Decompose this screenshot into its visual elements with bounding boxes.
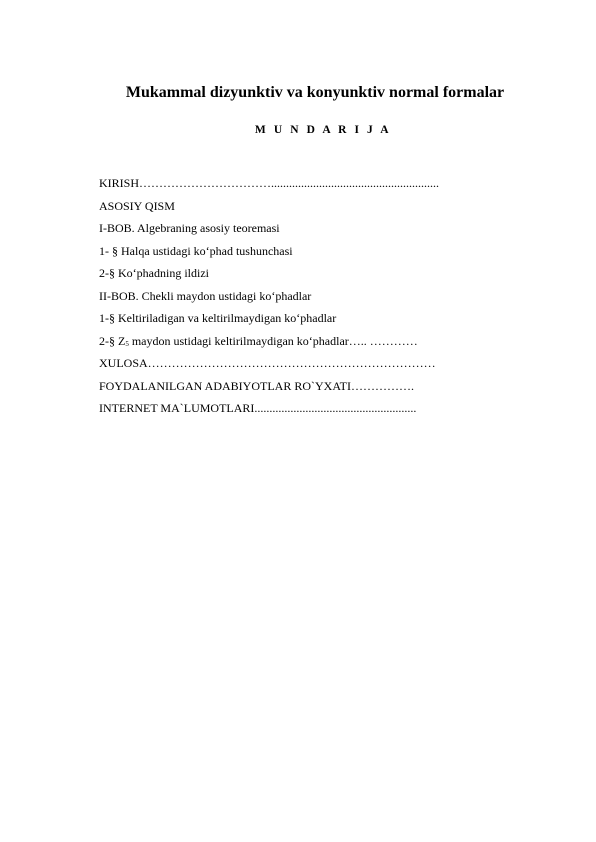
table-of-contents xyxy=(99,172,539,420)
toc-item-suffix: maydon ustidagi keltirilmaydigan ko‘phadlar….. ………… xyxy=(128,333,418,348)
toc-item-references: FOYDALANILGAN ADABIYOTLAR RO`YXATI……………. xyxy=(99,378,414,393)
toc-item-kirish: KIRISH……………………………........................................................ xyxy=(99,176,440,190)
toc-item-section-1-1: 1- § Halqa ustidagi ko‘phad tushunchasi xyxy=(99,243,293,258)
toc-item-chapter-2: II-BOB. Chekli maydon ustidagi ko‘phadlar xyxy=(99,288,312,303)
document-title: Mukammal dizyunktiv va konyunktiv normal formalar xyxy=(125,84,505,101)
toc-item-internet: INTERNET MA`LUMOTLARI...................................................... xyxy=(99,401,417,415)
toc-item-section-1-2: 2-§ Ko‘phadning ildizi xyxy=(99,266,209,280)
toc-item-chapter-1: I-BOB. Algebraning asosiy teoremasi xyxy=(99,221,280,235)
toc-item-subscript: 5 xyxy=(125,339,129,348)
contents-heading: M U N D A R I J A xyxy=(254,124,392,136)
toc-item-asosiy-qism: ASOSIY QISM xyxy=(99,198,175,213)
toc-item-section-2-2 xyxy=(99,330,539,353)
toc-item-section-2-1: 1-§ Keltiriladigan va keltirilmaydigan ko‘phadlar xyxy=(99,311,337,325)
toc-item-prefix: 2-§ Z xyxy=(99,333,126,348)
toc-item-xulosa: XULOSA……………………………………………………………… xyxy=(99,356,436,370)
